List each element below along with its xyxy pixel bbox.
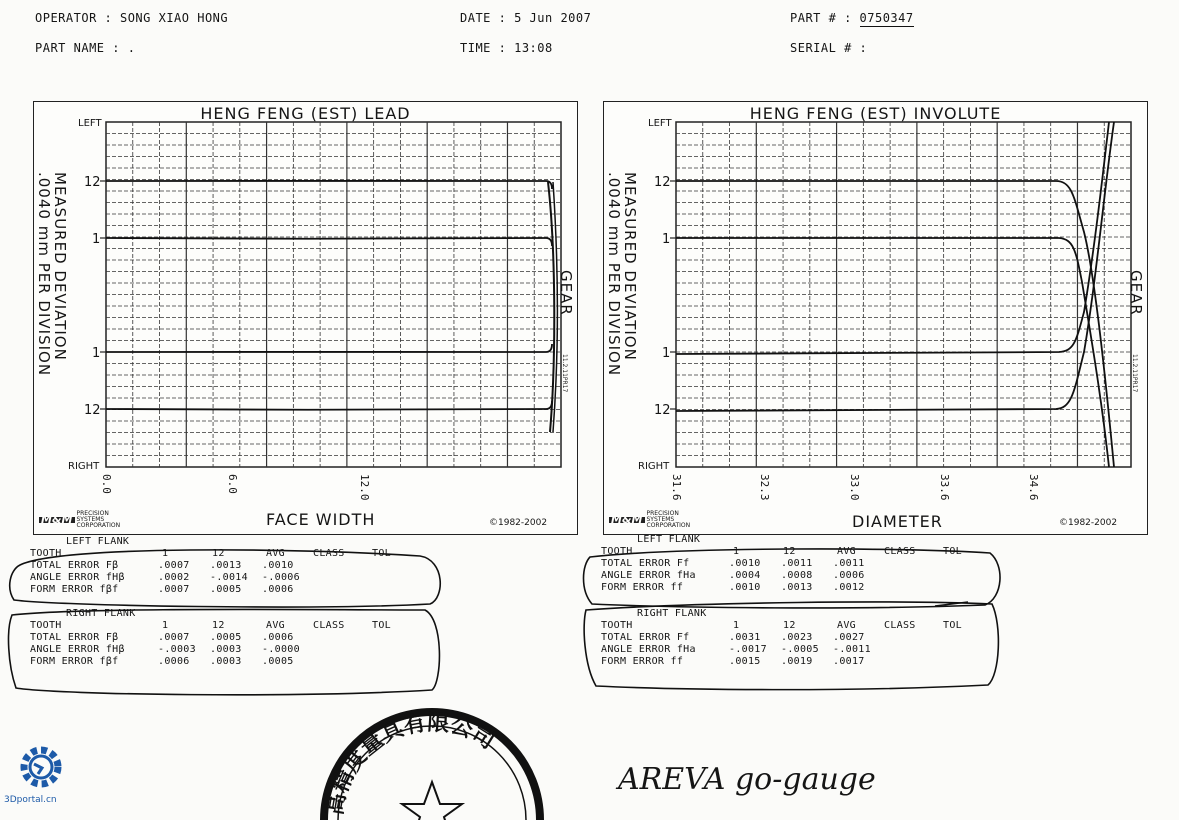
lead-ytick-label: 12 [84,403,101,418]
table-row-label: FORM ERROR ff [601,582,684,593]
lead-trace-end [548,182,554,432]
involute-x-axis-label: DIAMETER [852,512,943,531]
table-cell: .0005 [210,632,242,643]
lead-top-label: LEFT [78,118,102,129]
table-row-label: ANGLE ERROR fHβ [30,644,125,655]
table-cell: .0004 [729,570,761,581]
table-header-cell: AVG [837,620,856,631]
table-cell: .0017 [833,656,865,667]
table-cell: .0013 [781,582,813,593]
lead-y-axis-label-line2: .0040 mm PER DIVISION [35,172,53,377]
involute-y-axis-label-line2: .0040 mm PER DIVISION [605,172,623,377]
lead-ytick-label: 12 [84,175,101,190]
table-header-cell: 1 [162,620,169,631]
time-label: TIME : [460,41,507,55]
table-cell: -.0000 [262,644,300,655]
part-name-value: . [127,41,136,55]
table-header-cell: 12 [783,620,796,631]
table-cell: .0013 [210,560,242,571]
table-header-cell: CLASS [313,620,345,631]
table-row-label: ANGLE ERROR fHa [601,570,696,581]
lead-xtick-label: 6.0 [226,474,239,494]
table-header-cell: TOOTH [601,620,633,631]
table-header-cell: CLASS [884,546,916,557]
involute-stamp: 11.2.11PR17 [1131,354,1138,393]
table-cell: .0006 [158,656,190,667]
involute-ytick-label: 1 [662,232,671,247]
time-value: 13:08 [514,41,553,55]
table-cell: .0011 [833,558,865,569]
table-cell: -.0011 [833,644,871,655]
table-header-cell: 1 [733,620,740,631]
table-cell: .0002 [158,572,190,583]
lead-company-logo [39,511,120,529]
table-cell: .0011 [781,558,813,569]
lead-chart [33,101,578,535]
lead-trace [106,181,552,189]
logo-line: CORPORATION [646,522,691,529]
lead-right-flank-title: RIGHT FLANK [66,608,136,619]
table-row-label: FORM ERROR fβf [30,584,119,595]
table-cell: .0010 [729,558,761,569]
table-cell: .0027 [833,632,865,643]
part-name-label: PART NAME : [35,41,120,55]
operator-value: SONG XIAO HONG [119,11,229,25]
involute-xtick-label: 33.0 [848,474,861,501]
lead-stamp: 11.2.11PR17 [561,354,568,393]
lead-y-axis-label [36,172,68,376]
part-name-line [35,41,135,55]
lead-bottom-label: RIGHT [68,461,100,472]
lead-gear-label: GEAR [557,270,575,316]
involute-ytick-label: 12 [654,403,671,418]
involute-ytick-label: 1 [662,346,671,361]
table-header-cell: AVG [266,548,285,559]
involute-chart [603,101,1148,535]
involute-ytick-label: 12 [654,175,671,190]
lead-x-axis-label: FACE WIDTH [266,510,376,529]
date-value: 5 Jun 2007 [514,11,592,25]
involute-top-label: LEFT [648,118,672,129]
part-number-value: 0750347 [859,11,914,25]
involute-xtick-label: 32.3 [758,474,771,501]
lead-trace [106,344,552,352]
table-row-label: FORM ERROR fβf [30,656,119,667]
table-cell: .0006 [262,632,294,643]
table-cell: .0010 [262,560,294,571]
operator-label: OPERATOR : [35,11,113,25]
lead-left-flank-table [30,536,430,608]
table-header-cell: 12 [783,546,796,557]
table-cell: .0006 [262,584,294,595]
lead-trace [106,401,552,410]
lead-right-flank-table [30,608,430,680]
table-header-cell: 12 [212,620,225,631]
table-cell: .0005 [262,656,294,667]
date-line [460,11,591,25]
lead-ytick-label: 1 [92,346,101,361]
serial-label: SERIAL # : [790,41,868,55]
table-cell: .0023 [781,632,813,643]
table-header-cell: TOL [943,620,962,631]
table-header-cell: TOL [372,548,391,559]
involute-copyright: ©1982-2002 [1059,518,1118,528]
date-label: DATE : [460,11,507,25]
table-row-label: FORM ERROR ff [601,656,684,667]
table-cell: -.0005 [781,644,819,655]
involute-left-flank-title: LEFT FLANK [637,534,701,545]
table-cell: .0007 [158,584,190,595]
involute-y-axis-label-line1: MEASURED DEVIATION [621,172,639,361]
table-cell: .0019 [781,656,813,667]
logo-mark: M&M [41,513,73,526]
table-cell: .0007 [158,632,190,643]
table-cell: .0031 [729,632,761,643]
table-header-cell: 1 [733,546,740,557]
company-seal [312,700,552,820]
logo-line: SYSTEMS [76,516,105,523]
table-cell: .0012 [833,582,865,593]
logo-mark: M&M [611,513,643,526]
involute-chart-plot [604,102,1149,536]
seal-text: 高精度量具有限公司 [322,710,499,817]
involute-xtick-label: 34.6 [1027,474,1040,501]
table-header-cell: AVG [266,620,285,631]
serial-line [790,41,875,55]
logo-line: PRECISION [76,510,109,517]
involute-xtick-label: 31.6 [670,474,683,501]
table-header-cell: TOOTH [601,546,633,557]
table-row-label: ANGLE ERROR fHβ [30,572,125,583]
part-number-line [790,11,914,25]
table-cell: .0015 [729,656,761,667]
table-row-label: TOTAL ERROR Fβ [30,560,119,571]
table-cell: .0007 [158,560,190,571]
table-header-cell: TOL [372,620,391,631]
lead-copyright: ©1982-2002 [489,518,548,528]
table-cell: .0003 [210,644,242,655]
involute-y-axis-label [606,172,638,376]
table-cell: -.0014 [210,572,248,583]
operator-line [35,11,228,25]
table-header-cell: CLASS [313,548,345,559]
lead-y-axis-label-line1: MEASURED DEVIATION [51,172,69,361]
lead-left-flank-title: LEFT FLANK [66,536,130,547]
table-cell: -.0003 [158,644,196,655]
lead-chart-plot [34,102,579,536]
involute-right-flank-title: RIGHT FLANK [637,608,707,619]
part-number-label: PART # : [790,11,852,25]
table-header-cell: TOOTH [30,620,62,631]
table-row-label: ANGLE ERROR fHa [601,644,696,655]
table-cell: -.0006 [262,572,300,583]
table-cell: .0010 [729,582,761,593]
table-cell: .0008 [781,570,813,581]
logo-line: CORPORATION [76,522,121,529]
involute-gear-label: GEAR [1127,270,1145,316]
handwritten-note: AREVA go-gauge [618,762,876,797]
table-cell: .0006 [833,570,865,581]
involute-right-flank-table [601,608,1001,680]
table-header-cell: TOL [943,546,962,557]
table-header-cell: 12 [212,548,225,559]
seal-star-icon [402,782,462,820]
lead-xtick-label: 12.0 [358,474,371,501]
logo-line: PRECISION [646,510,679,517]
involute-bottom-label: RIGHT [638,461,670,472]
lead-chart-title: HENG FENG (EST) LEAD [200,104,411,123]
table-cell: -.0017 [729,644,767,655]
table-row-label: TOTAL ERROR Fβ [30,632,119,643]
involute-chart-title: HENG FENG (EST) INVOLUTE [749,104,1002,123]
watermark-text: 3Dportal.cn [4,795,57,805]
logo-line: SYSTEMS [646,516,675,523]
lead-xtick-label: 0.0 [100,474,113,494]
table-header-cell: TOOTH [30,548,62,559]
table-row-label: TOTAL ERROR Ff [601,632,690,643]
table-header-cell: CLASS [884,620,916,631]
lead-ytick-label: 1 [92,232,101,247]
involute-xtick-label: 33.6 [938,474,951,501]
involute-trace [676,181,1114,467]
lead-trace [106,238,552,246]
gear-logo-icon [16,742,66,792]
table-cell: .0005 [210,584,242,595]
involute-company-logo [609,511,690,529]
table-header-cell: AVG [837,546,856,557]
table-cell: .0003 [210,656,242,667]
involute-left-flank-table [601,534,1001,606]
time-line [460,41,553,55]
table-header-cell: 1 [162,548,169,559]
involute-trace [676,122,1114,411]
table-row-label: TOTAL ERROR Ff [601,558,690,569]
